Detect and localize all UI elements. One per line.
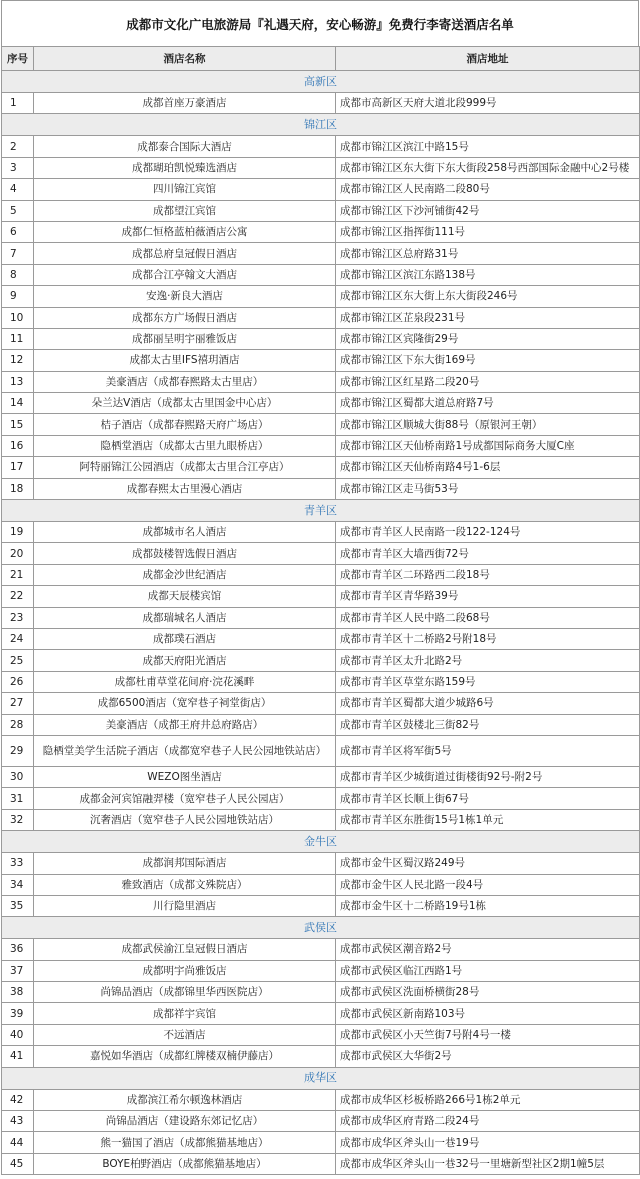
cell-hotel-address: 成都市锦江区下东大街169号 [336, 350, 640, 371]
table-row [2, 179, 640, 200]
table-row [2, 564, 640, 585]
table-row [2, 895, 640, 916]
cell-hotel-name: 雅致酒店（成都文殊院店） [34, 874, 336, 895]
table-body [2, 71, 640, 1175]
table-row [2, 350, 640, 371]
table-row [2, 243, 640, 264]
cell-no: 18 [2, 478, 34, 499]
cell-hotel-name: 嘉悦如华酒店（成都红牌楼双楠伊藤店） [34, 1046, 336, 1067]
cell-no: 24 [2, 628, 34, 649]
cell-hotel-name: WEZO图坐酒店 [34, 766, 336, 787]
cell-hotel-address: 成都市青羊区太升北路2号 [336, 650, 640, 671]
district-row [2, 1067, 640, 1089]
cell-hotel-address: 成都市武侯区大华街2号 [336, 1046, 640, 1067]
table-row [2, 1153, 640, 1174]
cell-hotel-name: 成都明宇尚雅饭店 [34, 960, 336, 981]
cell-hotel-name: 美豪酒店（成都王府井总府路店） [34, 714, 336, 735]
page-title: 成都市文化广电旅游局『礼遇天府，安心畅游』免费行李寄送酒店名单 [1, 0, 639, 46]
table-row [2, 1046, 640, 1067]
table-row [2, 307, 640, 328]
cell-hotel-address: 成都市锦江区顺城大街88号（原银河王朝） [336, 414, 640, 435]
cell-hotel-address: 成都市青羊区十二桥路2号附18号 [336, 628, 640, 649]
cell-no: 36 [2, 939, 34, 960]
table-row [2, 1111, 640, 1132]
cell-hotel-name: 成都春熙太古里漫心酒店 [34, 478, 336, 499]
cell-hotel-name: 成都祥宇宾馆 [34, 1003, 336, 1024]
district-label: 锦江区 [2, 114, 640, 136]
cell-hotel-address: 成都市青羊区草堂东路159号 [336, 671, 640, 692]
cell-hotel-address: 成都市锦江区东大街下东大街段258号西部国际金融中心2号楼 [336, 157, 640, 178]
cell-hotel-address: 成都市金牛区蜀汉路249号 [336, 853, 640, 874]
cell-no: 42 [2, 1089, 34, 1110]
header-addr: 酒店地址 [336, 47, 640, 71]
cell-no: 27 [2, 693, 34, 714]
cell-hotel-name: 成都武侯渝江皇冠假日酒店 [34, 939, 336, 960]
table-row [2, 478, 640, 499]
cell-no: 11 [2, 328, 34, 349]
table-row [2, 328, 640, 349]
district-row [2, 831, 640, 853]
cell-hotel-address: 成都市金牛区十二桥路19号1栋 [336, 895, 640, 916]
cell-no: 5 [2, 200, 34, 221]
cell-hotel-address: 成都市武侯区临江西路1号 [336, 960, 640, 981]
cell-no: 45 [2, 1153, 34, 1174]
cell-hotel-address: 成都市锦江区芷泉段231号 [336, 307, 640, 328]
district-row [2, 71, 640, 93]
district-label: 金牛区 [2, 831, 640, 853]
cell-hotel-address: 成都市青羊区蜀都大道少城路6号 [336, 693, 640, 714]
cell-hotel-address: 成都市武侯区小天竺街7号附4号一楼 [336, 1024, 640, 1045]
cell-no: 30 [2, 766, 34, 787]
cell-hotel-name: 成都泰合国际大酒店 [34, 136, 336, 157]
cell-no: 14 [2, 393, 34, 414]
cell-hotel-name: 成都仁恒格蓝柏薇酒店公寓 [34, 221, 336, 242]
table-row [2, 693, 640, 714]
cell-hotel-name: 不远酒店 [34, 1024, 336, 1045]
cell-hotel-name: 成都合江亭翰文大酒店 [34, 264, 336, 285]
table-row [2, 414, 640, 435]
table-row [2, 982, 640, 1003]
cell-no: 17 [2, 457, 34, 478]
cell-no: 25 [2, 650, 34, 671]
cell-hotel-address: 成都市武侯区新南路103号 [336, 1003, 640, 1024]
table-row [2, 1024, 640, 1045]
district-row [2, 500, 640, 522]
table-row [2, 650, 640, 671]
cell-hotel-name: 成都润邦国际酒店 [34, 853, 336, 874]
cell-hotel-address: 成都市锦江区人民南路二段80号 [336, 179, 640, 200]
cell-hotel-name: 四川锦江宾馆 [34, 179, 336, 200]
cell-hotel-name: 朵兰达V酒店（成都太古里国金中心店） [34, 393, 336, 414]
cell-hotel-address: 成都市成华区斧头山一巷32号一里塘新型社区2期1幢5层 [336, 1153, 640, 1174]
cell-hotel-address: 成都市锦江区红星路二段20号 [336, 371, 640, 392]
cell-hotel-address: 成都市锦江区走马街53号 [336, 478, 640, 499]
table-row [2, 809, 640, 830]
cell-hotel-address: 成都市成华区杉板桥路266号1栋2单元 [336, 1089, 640, 1110]
cell-hotel-address: 成都市青羊区二环路西二段18号 [336, 564, 640, 585]
cell-hotel-name: 美豪酒店（成都春熙路太古里店） [34, 371, 336, 392]
cell-no: 15 [2, 414, 34, 435]
table-row [2, 371, 640, 392]
cell-no: 21 [2, 564, 34, 585]
cell-hotel-address: 成都市青羊区长顺上街67号 [336, 788, 640, 809]
table-row [2, 435, 640, 456]
cell-no: 39 [2, 1003, 34, 1024]
cell-hotel-address: 成都市青羊区鼓楼北三街82号 [336, 714, 640, 735]
cell-hotel-name: 安逸·新良大酒店 [34, 286, 336, 307]
cell-no: 4 [2, 179, 34, 200]
cell-no: 28 [2, 714, 34, 735]
cell-no: 29 [2, 735, 34, 766]
cell-hotel-address: 成都市锦江区宾隆街29号 [336, 328, 640, 349]
cell-no: 23 [2, 607, 34, 628]
cell-hotel-address: 成都市锦江区下沙河铺街42号 [336, 200, 640, 221]
district-label: 成华区 [2, 1067, 640, 1089]
cell-no: 2 [2, 136, 34, 157]
district-row [2, 917, 640, 939]
table-row [2, 735, 640, 766]
cell-hotel-address: 成都市成华区斧头山一巷19号 [336, 1132, 640, 1153]
cell-hotel-name: 成都瑞城名人酒店 [34, 607, 336, 628]
cell-no: 31 [2, 788, 34, 809]
table-row [2, 264, 640, 285]
cell-no: 10 [2, 307, 34, 328]
table-row [2, 671, 640, 692]
cell-no: 44 [2, 1132, 34, 1153]
district-label: 青羊区 [2, 500, 640, 522]
cell-hotel-name: 成都鼓楼智选假日酒店 [34, 543, 336, 564]
cell-no: 33 [2, 853, 34, 874]
cell-no: 32 [2, 809, 34, 830]
district-row [2, 114, 640, 136]
table-row [2, 200, 640, 221]
cell-hotel-name: 川行隐里酒店 [34, 895, 336, 916]
cell-hotel-name: 阿特丽锦江公园酒店（成都太古里合江亭店） [34, 457, 336, 478]
table-row [2, 586, 640, 607]
cell-hotel-name: 成都太古里IFS禧玥酒店 [34, 350, 336, 371]
cell-hotel-name: 成都瑚珀凯悦臻选酒店 [34, 157, 336, 178]
header-row [2, 47, 640, 71]
cell-hotel-name: 成都总府皇冠假日酒店 [34, 243, 336, 264]
cell-no: 40 [2, 1024, 34, 1045]
cell-hotel-address: 成都市锦江区滨江中路15号 [336, 136, 640, 157]
cell-no: 26 [2, 671, 34, 692]
cell-no: 35 [2, 895, 34, 916]
cell-hotel-name: 成都6500酒店（宽窄巷子祠堂街店） [34, 693, 336, 714]
cell-hotel-name: 桔子酒店（成都春熙路天府广场店） [34, 414, 336, 435]
cell-hotel-address: 成都市武侯区洗面桥横街28号 [336, 982, 640, 1003]
cell-hotel-address: 成都市锦江区滨江东路138号 [336, 264, 640, 285]
cell-no: 34 [2, 874, 34, 895]
table-row [2, 939, 640, 960]
cell-no: 43 [2, 1111, 34, 1132]
cell-hotel-address: 成都市锦江区东大街上东大街段246号 [336, 286, 640, 307]
table-row [2, 960, 640, 981]
table-row [2, 1132, 640, 1153]
table-row [2, 393, 640, 414]
cell-hotel-address: 成都市金牛区人民北路一段4号 [336, 874, 640, 895]
cell-no: 41 [2, 1046, 34, 1067]
table-row [2, 766, 640, 787]
table-row [2, 788, 640, 809]
cell-hotel-name: 尚锦品酒店（建设路东郊记忆店） [34, 1111, 336, 1132]
table-row [2, 714, 640, 735]
cell-hotel-name: 成都望江宾馆 [34, 200, 336, 221]
cell-hotel-name: 成都杜甫草堂花间府·浣花溪畔 [34, 671, 336, 692]
cell-no: 3 [2, 157, 34, 178]
cell-hotel-address: 成都市青羊区少城街道过街楼街92号-附2号 [336, 766, 640, 787]
cell-hotel-address: 成都市锦江区指挥街111号 [336, 221, 640, 242]
cell-hotel-name: 成都东方广场假日酒店 [34, 307, 336, 328]
table-row [2, 93, 640, 114]
table-row [2, 221, 640, 242]
table-row [2, 286, 640, 307]
cell-hotel-address: 成都市武侯区潮音路2号 [336, 939, 640, 960]
cell-no: 6 [2, 221, 34, 242]
table-row [2, 543, 640, 564]
table-row [2, 874, 640, 895]
cell-hotel-name: 成都城市名人酒店 [34, 522, 336, 543]
district-label: 武侯区 [2, 917, 640, 939]
cell-hotel-address: 成都市青羊区人民中路二段68号 [336, 607, 640, 628]
cell-hotel-name: 成都丽呈明宇丽雅饭店 [34, 328, 336, 349]
cell-no: 19 [2, 522, 34, 543]
cell-hotel-address: 成都市青羊区将军街5号 [336, 735, 640, 766]
header-name: 酒店名称 [34, 47, 336, 71]
cell-hotel-address: 成都市青羊区东胜街15号1栋1单元 [336, 809, 640, 830]
cell-no: 20 [2, 543, 34, 564]
cell-hotel-address: 成都市青羊区大墙西街72号 [336, 543, 640, 564]
cell-hotel-name: 尚锦品酒店（成都锦里华西医院店） [34, 982, 336, 1003]
table-row [2, 1089, 640, 1110]
header-no: 序号 [2, 47, 34, 71]
cell-no: 38 [2, 982, 34, 1003]
cell-hotel-name: 成都璞石酒店 [34, 628, 336, 649]
cell-hotel-name: BOYE柏野酒店（成都熊猫基地店） [34, 1153, 336, 1174]
cell-hotel-address: 成都市成华区府青路二段24号 [336, 1111, 640, 1132]
cell-no: 12 [2, 350, 34, 371]
cell-hotel-address: 成都市高新区天府大道北段999号 [336, 93, 640, 114]
cell-hotel-address: 成都市青羊区青华路39号 [336, 586, 640, 607]
cell-no: 7 [2, 243, 34, 264]
cell-hotel-address: 成都市锦江区蜀都大道总府路7号 [336, 393, 640, 414]
cell-no: 16 [2, 435, 34, 456]
cell-hotel-name: 成都首座万豪酒店 [34, 93, 336, 114]
cell-no: 22 [2, 586, 34, 607]
cell-hotel-name: 成都金河宾馆融羿楼（宽窄巷子人民公园店） [34, 788, 336, 809]
cell-no: 9 [2, 286, 34, 307]
cell-hotel-name: 成都天辰楼宾馆 [34, 586, 336, 607]
table-row [2, 522, 640, 543]
cell-no: 13 [2, 371, 34, 392]
cell-no: 1 [2, 93, 34, 114]
cell-hotel-name: 熊一猫国了酒店（成都熊猫基地店） [34, 1132, 336, 1153]
table-row [2, 628, 640, 649]
cell-hotel-name: 隐栖堂酒店（成都太古里九眼桥店） [34, 435, 336, 456]
district-label: 高新区 [2, 71, 640, 93]
hotel-table [1, 46, 640, 1175]
cell-hotel-name: 成都滨江希尔顿逸林酒店 [34, 1089, 336, 1110]
cell-hotel-address: 成都市锦江区天仙桥南路1号成都国际商务大厦C座 [336, 435, 640, 456]
cell-hotel-address: 成都市青羊区人民南路一段122-124号 [336, 522, 640, 543]
table-row [2, 157, 640, 178]
cell-hotel-name: 沉奢酒店（宽窄巷子人民公园地铁站店） [34, 809, 336, 830]
cell-no: 37 [2, 960, 34, 981]
cell-hotel-name: 隐栖堂美学生活院子酒店（成都宽窄巷子人民公园地铁站店） [34, 735, 336, 766]
cell-hotel-address: 成都市锦江区天仙桥南路4号1-6层 [336, 457, 640, 478]
cell-no: 8 [2, 264, 34, 285]
table-row [2, 1003, 640, 1024]
cell-hotel-name: 成都天府阳光酒店 [34, 650, 336, 671]
table-row [2, 607, 640, 628]
table-row [2, 136, 640, 157]
cell-hotel-address: 成都市锦江区总府路31号 [336, 243, 640, 264]
cell-hotel-name: 成都金沙世纪酒店 [34, 564, 336, 585]
table-row [2, 457, 640, 478]
table-row [2, 853, 640, 874]
